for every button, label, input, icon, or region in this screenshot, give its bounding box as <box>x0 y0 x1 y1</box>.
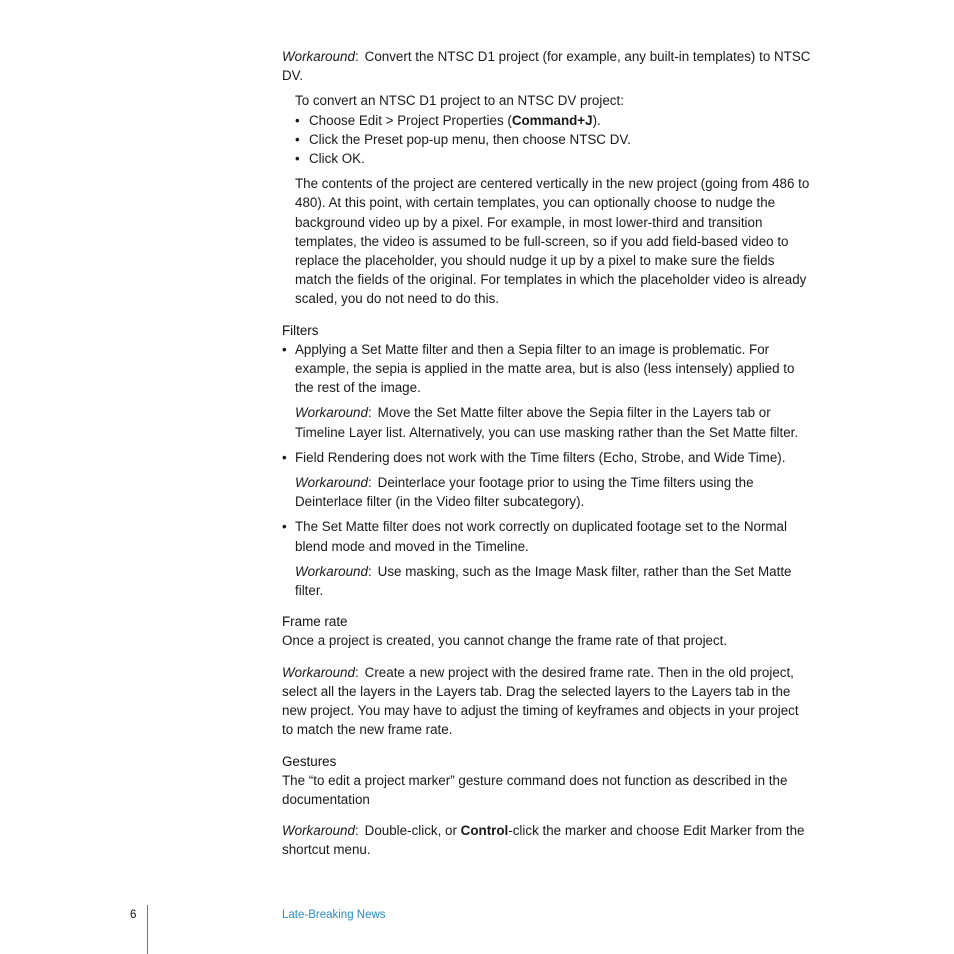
list-item: • Field Rendering does not work with the Time filters (Echo, Strobe, and Wide Time). Workaround: Deinterlace your footage prior to using the Time filters using the Deinterlace filter (in the Video filter subcategory). <box>282 448 812 512</box>
convert-lead: To convert an NTSC D1 project to an NTSC DV project: <box>295 93 624 109</box>
footer-chapter-title: Late-Breaking News <box>282 909 386 921</box>
list-item: • The Set Matte filter does not work correctly on duplicated footage set to the Normal blend mode and moved in the Timeline. Workaround: Use masking, such as the Image Mask filter, rather than the Set Matte filter. <box>282 517 812 600</box>
section-heading-frame-rate: Frame rate <box>282 614 348 630</box>
section-heading-gestures: Gestures <box>282 753 337 769</box>
frame-rate-text: Once a project is created, you cannot change the frame rate of that project. <box>282 633 728 649</box>
list-item: • Click OK. <box>282 149 812 168</box>
filters-list <box>282 340 812 600</box>
intro-workaround: Workaround: Convert the NTSC D1 project (for example, any built-in templates) to NTSC DV. <box>282 49 811 84</box>
section-heading-filters: Filters <box>282 322 319 338</box>
filter-workaround: Workaround: Move the Set Matte filter above the Sepia filter in the Layers tab or Timeline Layer list. Alternatively, you can use masking rather than the Set Matte filter. <box>295 405 799 440</box>
shortcut-command-j: Command+J <box>511 112 593 128</box>
page-content <box>282 47 812 860</box>
workaround-label: Workaround <box>282 49 355 64</box>
filter-workaround: Workaround: Use masking, such as the Image Mask filter, rather than the Set Matte filter. <box>295 563 792 599</box>
key-control: Control <box>460 823 509 839</box>
intro-workaround-text: Convert the NTSC D1 project (for example, any built-in templates) to NTSC DV. <box>282 49 811 84</box>
gestures-text: The “to edit a project marker” gesture command does not function as described in the documentation <box>282 772 788 807</box>
gestures-workaround: Workaround: Double-click, or Control-click the marker and choose Edit Marker from the shortcut menu. <box>282 823 805 858</box>
list-item: • Choose Edit > Project Properties (Command+J). <box>282 111 812 130</box>
list-item: • Applying a Set Matte filter and then a Sepia filter to an image is problematic. For example, the sepia is applied in the matte area, but is also (less intensely) applied to the rest of the image. Workaround: Move the Set Matte filter above the Sepia filter in the Layers tab or Timeline Layer list. Alternatively, you can use masking rather than the Set Matte filter. <box>282 340 812 442</box>
convert-steps <box>282 111 812 169</box>
list-item: • Click the Preset pop-up menu, then choose NTSC DV. <box>282 130 812 149</box>
frame-rate-workaround: Workaround: Create a new project with the desired frame rate. Then in the old project, select all the layers in the Layers tab. Drag the selected layers to the Layers tab in the new project. You may have to adjust the timing of keyframes and objects in your project to match the new frame rate. <box>282 664 799 738</box>
footer-divider <box>147 905 148 954</box>
convert-note: The contents of the project are centered vertically in the new project (going from 486 to 480). At this point, with certain templates, you can optionally choose to nudge the background video up by a pixel. For example, in most lower-third and transition templates, the video is assumed to be full-screen, so if you add field-based video to replace the placeholder, you should nudge it up by a pixel to make sure the fields match the fields of the original. For templates in which the placeholder video is already scaled, you do not need to do this. <box>295 176 810 307</box>
page-number: 6 <box>130 909 137 921</box>
filter-workaround: Workaround: Deinterlace your footage prior to using the Time filters using the Deinterlace filter (in the Video filter subcategory). <box>295 475 754 510</box>
